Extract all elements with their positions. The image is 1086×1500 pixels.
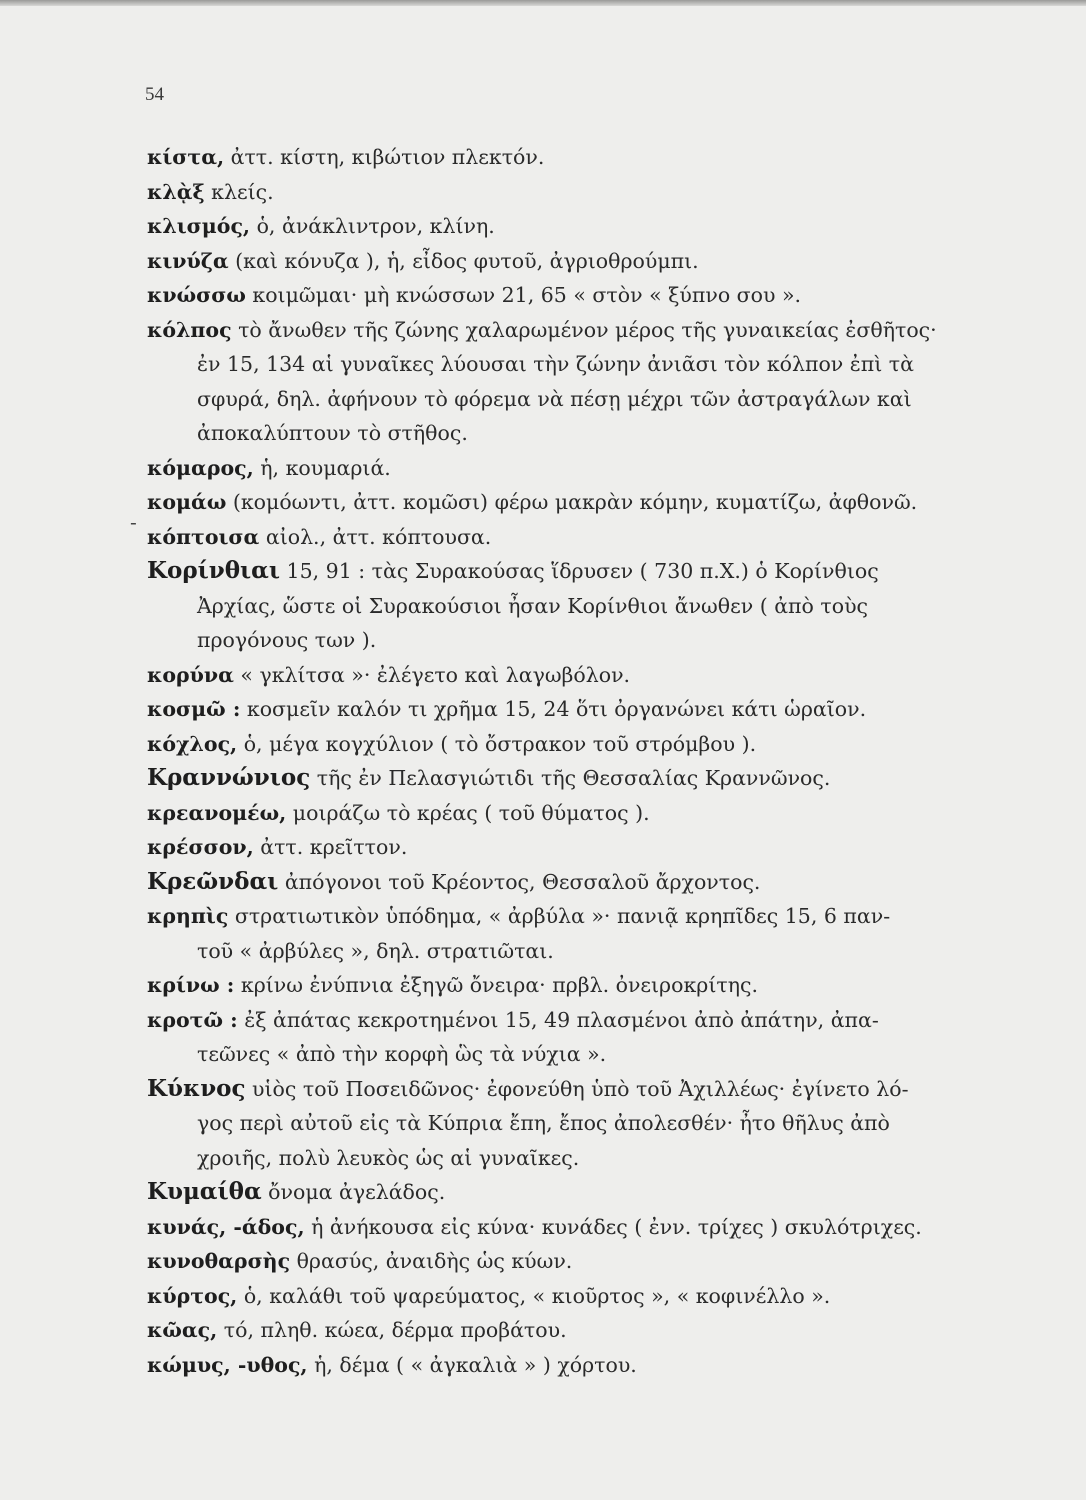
entry-lemma: κομάω <box>147 490 227 514</box>
entry-definition: κλείς. <box>204 179 274 204</box>
entry-lemma: Κρεῶνδαι <box>147 867 279 895</box>
glossary-entry <box>147 520 977 555</box>
entry-lemma: κύρτος, <box>147 1283 238 1308</box>
glossary-entry <box>147 830 977 865</box>
entry-lemma: Κραννώνιος <box>147 764 311 791</box>
entry-definition: ὁ, μέγα κογχύλιον ( τὸ ὄστρακον τοῦ στρόμβου ). <box>237 731 757 756</box>
entry-definition-continuation: σφυρά, δηλ. ἀφήνουν τὸ φόρεμα νὰ πέσῃ μέχρι τῶν ἀστραγάλων καὶ <box>197 386 912 411</box>
entry-definition: κρίνω ἐνύπνια ἐξηγῶ ὄνειρα· πρβλ. ὀνειροκρίτης. <box>234 973 758 997</box>
glossary-entry <box>147 313 977 451</box>
entry-lemma: κυνοθαρσὴς <box>147 1249 291 1273</box>
entry-lemma: κῶας, <box>147 1318 218 1342</box>
entry-definition-continuation: Ἀρχίας, ὥστε οἱ Συρακούσιοι ἦσαν Κορίνθιοι ἄνωθεν ( ἀπὸ τοὺς <box>197 593 869 618</box>
entry-lemma: κόμαρος, <box>147 455 254 480</box>
entry-definition: ἡ, δέμα ( « ἀγκαλιὰ » ) χόρτου. <box>307 1352 637 1377</box>
glossary-entry <box>147 1003 977 1072</box>
entry-lemma: κρεανομέω, <box>147 800 287 825</box>
entry-lemma: κίστα, <box>147 145 225 169</box>
entry-lemma: κόπτοισα <box>147 524 260 549</box>
glossary-entry <box>147 451 977 486</box>
entry-definition: ὁ, ἀνάκλιντρον, κλίνη. <box>250 214 495 238</box>
entry-lemma: κυνάς, -άδος, <box>147 1214 305 1239</box>
glossary-entry <box>147 175 977 210</box>
entry-lemma: κώμυς, -υθος, <box>147 1352 308 1377</box>
glossary-entry <box>147 1175 977 1210</box>
margin-mark: - <box>130 510 137 534</box>
entry-lemma: κροτῶ : <box>147 1007 238 1032</box>
glossary-entry <box>147 1313 977 1348</box>
entry-lemma: κόχλος, <box>147 731 238 756</box>
entry-lemma: κρηπὶς <box>147 904 229 928</box>
glossary-entry <box>147 140 977 175</box>
entry-definition: κοσμεῖν καλόν τι χρῆμα 15, 24 ὅτι ὀργανώνει κάτι ὡραῖον. <box>240 697 867 721</box>
entry-lemma: κλᾲξ <box>147 179 205 204</box>
entry-definition: υἱὸς τοῦ Ποσειδῶνος· ἐφονεύθη ὑπὸ τοῦ Ἀχιλλέως· ἐγίνετο λό- <box>245 1076 909 1101</box>
entry-lemma: κόλπος <box>147 317 232 342</box>
entry-lemma: κινύζα <box>147 248 229 273</box>
page-number: 54 <box>145 84 164 105</box>
entry-lemma: κλισμός, <box>147 214 251 238</box>
entry-definition: στρατιωτικὸν ὑπόδημα, « ἀρβύλα »· πανιᾷ κρηπῖδες 15, 6 παν- <box>228 904 891 928</box>
glossary-entry <box>147 692 977 727</box>
entry-definition-continuation: τεῶνες « ἀπὸ τὴν κορφὴ ὣς τὰ νύχια ». <box>197 1042 607 1066</box>
glossary-entry <box>147 1279 977 1314</box>
glossary-entry <box>147 899 977 968</box>
glossary-entry <box>147 658 977 693</box>
entry-definition: κοιμῶμαι· μὴ κνώσσων 21, 65 « στὸν « ξύπνο σου ». <box>245 283 802 307</box>
glossary-entry <box>147 554 977 658</box>
glossary-entry <box>147 278 977 313</box>
glossary-entry <box>147 727 977 762</box>
entry-definition: ἀττ. κρεῖττον. <box>253 835 408 859</box>
entry-definition: ἡ, κουμαριά. <box>253 455 391 480</box>
entry-lemma: κορύνα <box>147 662 234 687</box>
entry-definition: ὁ, καλάθι τοῦ ψαρεύματος, « κιοῦρτος », « κοφινέλλο ». <box>237 1283 831 1308</box>
entry-lemma: Κορίνθιαι <box>147 557 281 584</box>
entry-definition-continuation: χροιῆς, πολὺ λευκὸς ὡς αἱ γυναῖκες. <box>197 1145 580 1170</box>
entry-definition-continuation: ἀποκαλύπτουν τὸ στῆθος. <box>197 421 468 445</box>
entry-lemma: Κύκνος <box>147 1074 246 1102</box>
glossary-entry <box>147 209 977 244</box>
glossary-entries <box>147 140 977 1382</box>
entry-definition-continuation: προγόνους των ). <box>197 628 377 652</box>
entry-definition-continuation: ἐν 15, 134 αἱ γυναῖκες λύουσαι τὴν ζώνην ἀνιᾶσι τὸν κόλπον ἐπὶ τὰ <box>197 352 914 376</box>
entry-definition: μοιράζω τὸ κρέας ( τοῦ θύματος ). <box>286 800 650 825</box>
glossary-entry <box>147 761 977 796</box>
entry-definition: ἡ ἀνήκουσα εἰς κύνα· κυνάδες ( ἐνν. τρίχες ) σκυλότριχες. <box>304 1214 922 1239</box>
entry-definition: τὸ ἄνωθεν τῆς ζώνης χαλαρωμένον μέρος τῆς γυναικείας ἐσθῆτος· <box>231 317 937 342</box>
entry-definition: ἐξ ἀπάτας κεκροτημένοι 15, 49 πλασμένοι ἀπὸ ἀπάτην, ἀπα- <box>237 1007 879 1032</box>
glossary-entry <box>147 485 977 520</box>
entry-definition-continuation: τοῦ « ἀρβύλες », δηλ. στρατιῶται. <box>197 938 554 963</box>
entry-lemma: κοσμῶ : <box>147 697 241 721</box>
glossary-entry <box>147 865 977 900</box>
glossary-entry <box>147 1244 977 1279</box>
entry-definition: ὄνομα ἀγελάδος. <box>261 1180 446 1204</box>
entry-definition: 15, 91 : τὰς Συρακούσας ἵδρυσεν ( 730 π.Χ.) ὁ Κορίνθιος <box>280 559 879 583</box>
entry-definition: ἀττ. κίστη, κιβώτιον πλεκτόν. <box>224 145 545 169</box>
entry-definition: τῆς ἐν Πελασγιώτιδι τῆς Θεσσαλίας Κραννῶνος. <box>310 766 831 790</box>
entry-lemma: Κυμαίθα <box>147 1178 262 1205</box>
entry-definition: (κομόωντι, ἀττ. κομῶσι) φέρω μακρὰν κόμην, κυματίζω, ἀφθονῶ. <box>226 490 918 514</box>
entry-definition: « γκλίτσα »· ἐλέγετο καὶ λαγωβόλον. <box>233 662 631 687</box>
entry-definition: αἰολ., ἀττ. κόπτουσα. <box>259 524 492 549</box>
entry-definition: (καὶ κόνυζα ), ἡ, εἶδος φυτοῦ, ἀγριοθρούμπι. <box>228 248 699 273</box>
glossary-entry <box>147 1072 977 1176</box>
glossary-entry <box>147 244 977 279</box>
entry-definition: τό, πληθ. κώεα, δέρμα προβάτου. <box>217 1318 567 1342</box>
entry-definition: ἀπόγονοι τοῦ Κρέοντος, Θεσσαλοῦ ἄρχοντος. <box>278 869 761 894</box>
entry-lemma: κρίνω : <box>147 973 235 997</box>
entry-lemma: κρέσσον, <box>147 835 254 859</box>
page-top-edge <box>0 0 1086 6</box>
glossary-entry <box>147 968 977 1003</box>
entry-definition: θρασύς, ἀναιδὴς ὡς κύων. <box>290 1249 573 1273</box>
entry-lemma: κνώσσω <box>147 283 246 307</box>
glossary-entry <box>147 1210 977 1245</box>
entry-definition-continuation: γος περὶ αὐτοῦ εἰς τὰ Κύπρια ἔπη, ἔπος ἀπολεσθέν· ἦτο θῆλυς ἀπὸ <box>197 1111 890 1135</box>
glossary-entry <box>147 1348 977 1383</box>
glossary-entry <box>147 796 977 831</box>
